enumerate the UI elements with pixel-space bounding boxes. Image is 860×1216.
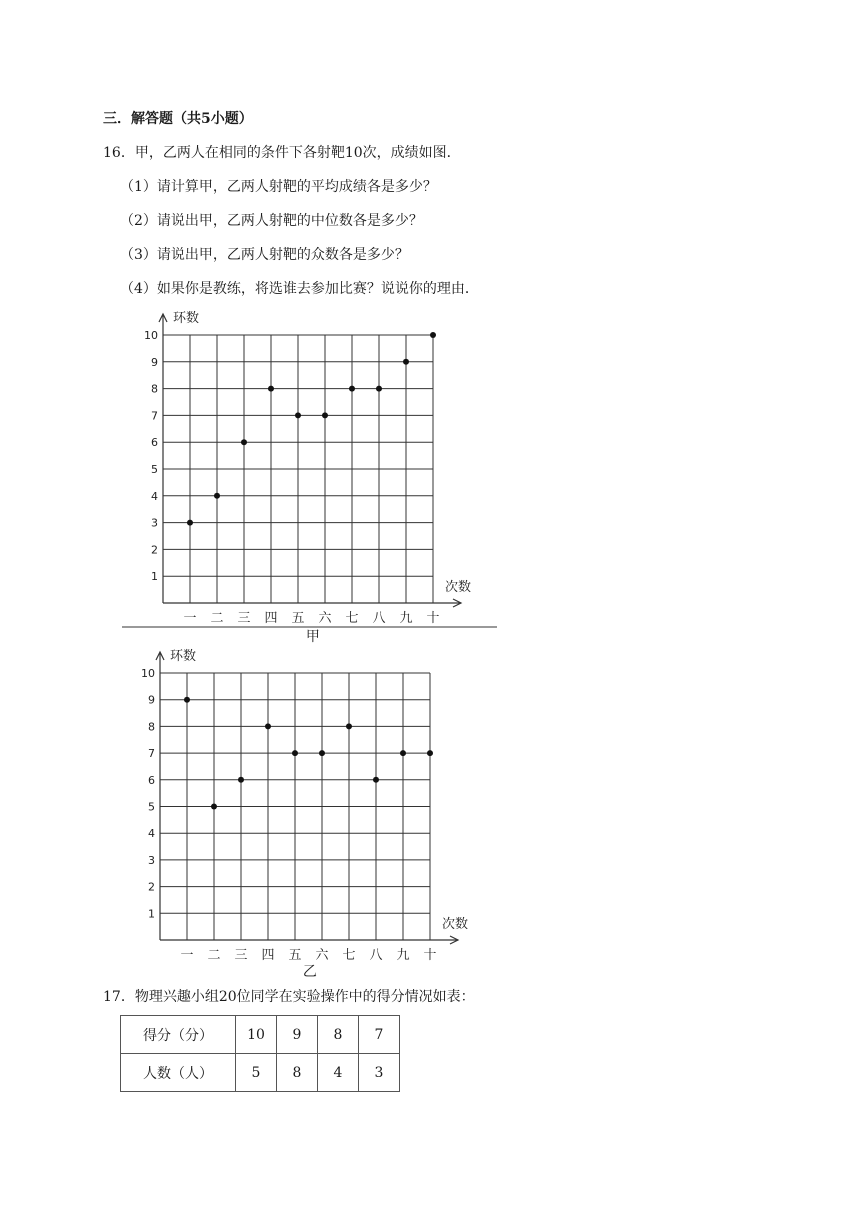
table-cell: 10 — [236, 1016, 277, 1054]
y-tick-label: 8 — [151, 382, 158, 396]
data-point — [292, 750, 298, 756]
y-axis-title: 环数 — [170, 649, 197, 664]
x-tick-label: 七 — [345, 611, 359, 626]
data-point — [400, 750, 406, 756]
y-tick-label: 3 — [148, 853, 155, 867]
y-tick-label: 3 — [151, 516, 158, 530]
x-tick-label: 一 — [180, 948, 194, 963]
data-point — [430, 332, 436, 338]
y-tick-label: 6 — [151, 436, 158, 450]
data-point — [373, 777, 379, 783]
table-row-header: 人数（人） — [121, 1054, 236, 1092]
x-tick-label: 七 — [342, 948, 356, 963]
y-tick-label: 4 — [148, 827, 155, 841]
y-tick-label: 8 — [148, 720, 155, 734]
y-tick-label: 5 — [148, 800, 155, 814]
data-point — [349, 386, 355, 392]
y-axis-title: 环数 — [173, 311, 200, 326]
x-tick-label: 八 — [369, 948, 383, 963]
question-17-stem: 17．物理兴趣小组20位同学在实验操作中的得分情况如表： — [103, 989, 475, 1005]
y-tick-label: 5 — [151, 463, 158, 476]
x-tick-label: 八 — [372, 611, 386, 626]
question-16-part-3: （3）请说出甲，乙两人射靶的众数各是多少？ — [120, 247, 409, 263]
table-cell: 4 — [318, 1054, 359, 1092]
x-tick-label: 四 — [261, 948, 275, 963]
x-tick-label: 六 — [315, 948, 329, 963]
y-tick-label: 10 — [141, 667, 155, 680]
x-tick-label: 六 — [318, 611, 332, 626]
table-cell: 9 — [277, 1016, 318, 1054]
y-tick-label: 9 — [148, 693, 155, 707]
x-tick-label: 十 — [423, 948, 437, 963]
question-16-part-2: （2）请说出甲，乙两人射靶的中位数各是多少？ — [120, 213, 423, 229]
chart-label: 乙 — [302, 964, 317, 980]
data-point — [214, 493, 220, 499]
question-16-part-1: （1）请计算甲，乙两人射靶的平均成绩各是多少？ — [120, 179, 437, 195]
data-point — [427, 750, 433, 756]
question-16-stem: 16．甲，乙两人在相同的条件下各射靶10次，成绩如图． — [103, 145, 461, 161]
table-row — [121, 1016, 400, 1054]
x-tick-label: 一 — [183, 611, 197, 626]
data-point — [295, 412, 301, 418]
data-point — [211, 804, 217, 810]
x-tick-label: 三 — [234, 948, 248, 963]
data-point — [265, 723, 271, 729]
x-tick-label: 九 — [396, 948, 410, 963]
x-axis-title: 次数 — [442, 917, 469, 932]
table-cell: 5 — [236, 1054, 277, 1092]
x-axis-title: 次数 — [445, 580, 472, 595]
y-tick-label: 9 — [151, 355, 158, 369]
data-point — [322, 412, 328, 418]
data-point — [403, 359, 409, 365]
table-cell: 8 — [318, 1016, 359, 1054]
table-cell: 3 — [359, 1054, 400, 1092]
data-point — [241, 439, 247, 445]
x-tick-label: 五 — [288, 948, 302, 963]
data-point — [376, 386, 382, 392]
x-tick-label: 十 — [426, 611, 440, 626]
data-point — [187, 520, 193, 526]
y-tick-label: 1 — [148, 907, 155, 921]
y-tick-label: 7 — [151, 409, 158, 423]
chart-jia — [120, 305, 520, 645]
data-point — [346, 723, 352, 729]
y-tick-label: 4 — [151, 489, 158, 503]
data-point — [238, 777, 244, 783]
chart-label: 甲 — [305, 629, 320, 645]
x-tick-label: 九 — [399, 611, 413, 626]
y-tick-label: 2 — [148, 880, 155, 894]
y-tick-label: 2 — [151, 543, 158, 557]
x-tick-label: 五 — [291, 611, 305, 626]
table-row — [121, 1054, 400, 1092]
y-tick-label: 6 — [148, 773, 155, 787]
y-tick-label: 7 — [148, 747, 155, 761]
data-point — [268, 386, 274, 392]
x-tick-label: 二 — [207, 948, 221, 963]
x-tick-label: 三 — [237, 611, 251, 626]
y-tick-label: 10 — [144, 329, 158, 342]
table-row-header: 得分（分） — [121, 1016, 236, 1054]
y-tick-label: 1 — [151, 570, 158, 584]
table-cell: 7 — [359, 1016, 400, 1054]
section-title: 三．解答题（共5小题） — [103, 111, 253, 127]
data-point — [319, 750, 325, 756]
chart-yi — [120, 643, 520, 983]
score-table — [120, 1015, 400, 1092]
data-point — [184, 697, 190, 703]
x-tick-label: 二 — [210, 611, 224, 626]
table-cell: 8 — [277, 1054, 318, 1092]
x-tick-label: 四 — [264, 611, 278, 626]
question-16-part-4: （4）如果你是教练，将选谁去参加比赛？说说你的理由． — [120, 281, 479, 297]
